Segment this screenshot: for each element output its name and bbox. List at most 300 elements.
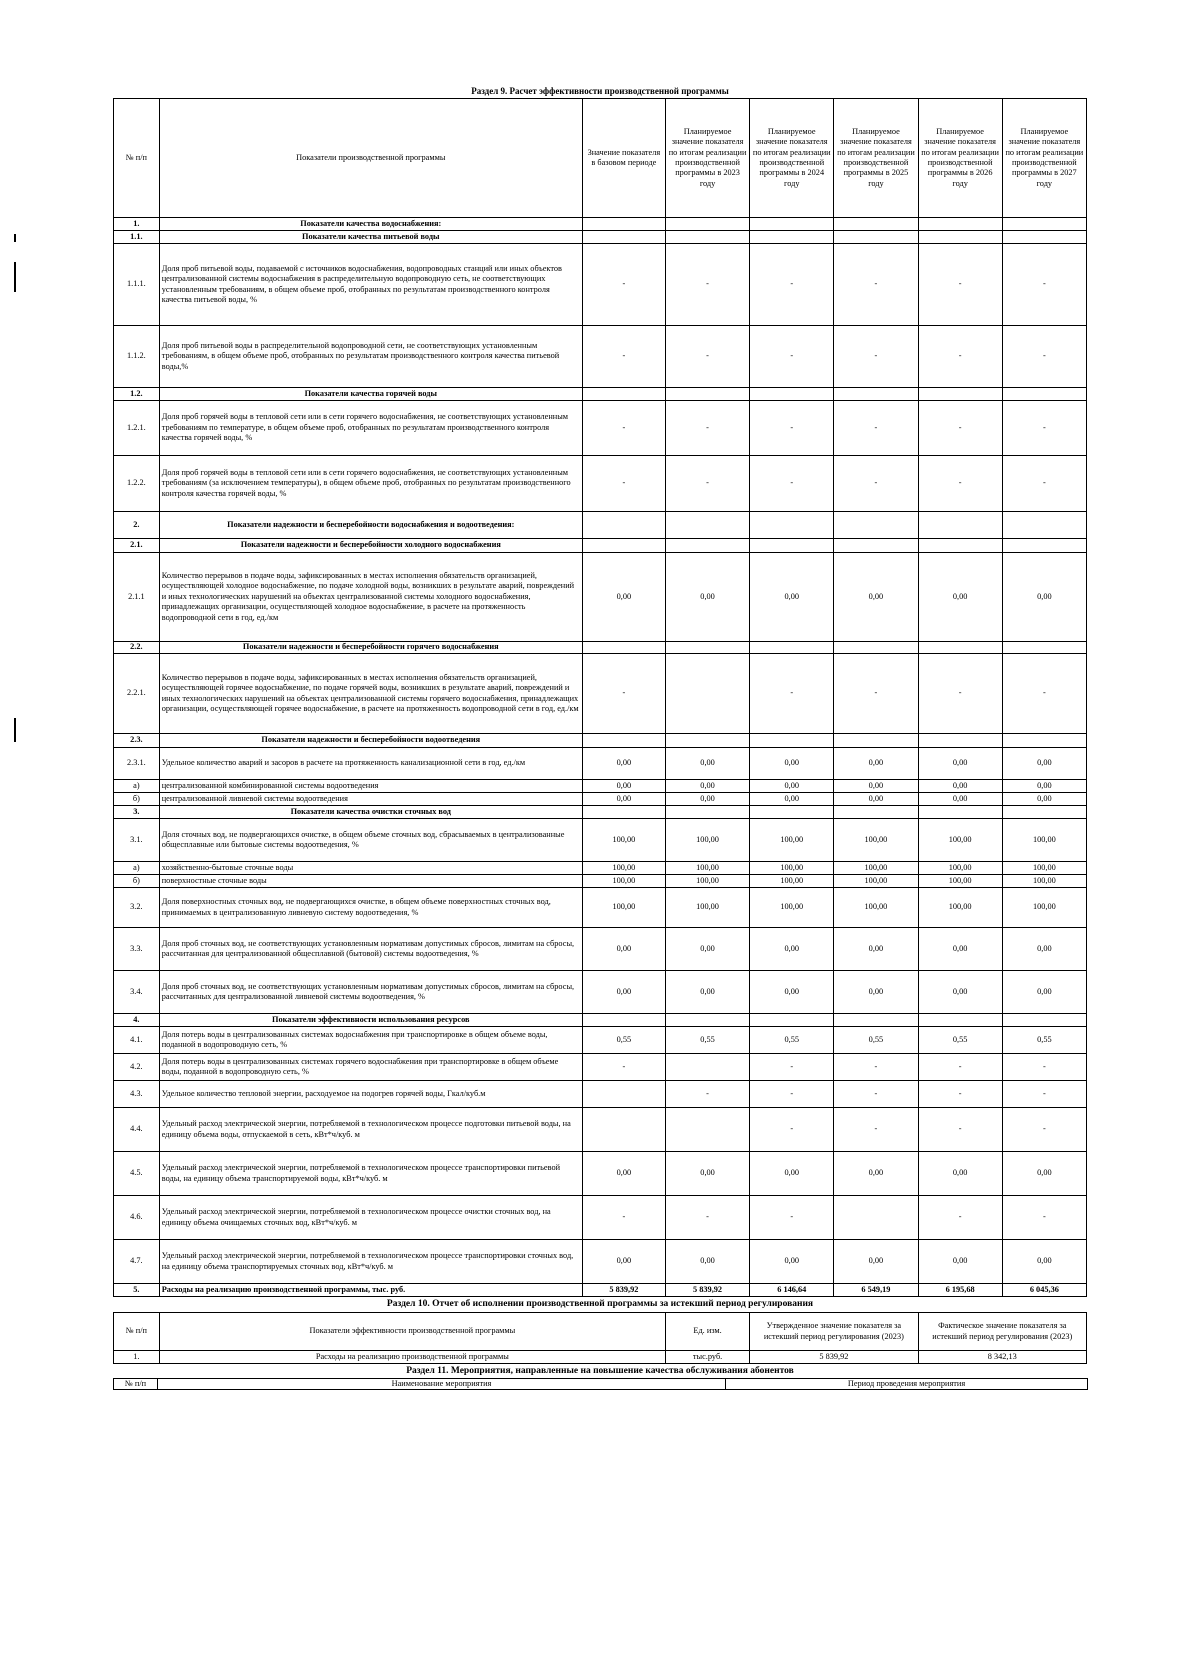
section10-title: Раздел 10. Отчет об исполнении производственной программы за истекший период регулирования bbox=[386, 1299, 814, 1309]
value-cell: - bbox=[1002, 244, 1086, 326]
row-number: 4.4. bbox=[114, 1108, 160, 1152]
value-cell: 0,00 bbox=[750, 1152, 834, 1196]
row-number: 3.2. bbox=[114, 888, 160, 928]
value-cell: - bbox=[1002, 1081, 1086, 1108]
value-cell: - bbox=[582, 244, 665, 326]
table-row bbox=[114, 1081, 1087, 1108]
value-cell: 100,00 bbox=[834, 819, 918, 862]
table-row bbox=[114, 326, 1087, 388]
row-number: а) bbox=[114, 862, 160, 875]
value-cell bbox=[1002, 734, 1086, 748]
table-row bbox=[114, 806, 1087, 819]
value-cell: 0,00 bbox=[918, 793, 1002, 806]
value-cell: 6 195,68 bbox=[918, 1284, 1002, 1297]
value-cell: 0,00 bbox=[1002, 928, 1086, 971]
row-number: 5. bbox=[114, 1284, 160, 1297]
header-2025: Планируемое значение показателя по итогам реализации производственной программы в 2025 году bbox=[834, 99, 918, 218]
value-cell bbox=[918, 806, 1002, 819]
value-cell: 0,00 bbox=[582, 971, 665, 1014]
value-cell: - bbox=[1002, 1108, 1086, 1152]
row-number: 2.3. bbox=[114, 734, 160, 748]
value-cell: 0,00 bbox=[750, 928, 834, 971]
s10-row-number: 1. bbox=[114, 1351, 160, 1364]
value-cell: 100,00 bbox=[918, 819, 1002, 862]
table-row bbox=[114, 1027, 1087, 1054]
row-number: 4.6. bbox=[114, 1196, 160, 1240]
value-cell: 0,00 bbox=[582, 1152, 665, 1196]
value-cell: 100,00 bbox=[1002, 862, 1086, 875]
value-cell bbox=[582, 218, 665, 231]
value-cell bbox=[918, 512, 1002, 539]
row-number: 3.1. bbox=[114, 819, 160, 862]
value-cell: 100,00 bbox=[750, 819, 834, 862]
value-cell: - bbox=[834, 1081, 918, 1108]
value-cell: 0,00 bbox=[834, 780, 918, 793]
value-cell: - bbox=[750, 1054, 834, 1081]
table-row bbox=[114, 512, 1087, 539]
section10-table bbox=[113, 1312, 1087, 1364]
row-number: а) bbox=[114, 780, 160, 793]
row-number: 2.2.1. bbox=[114, 654, 160, 734]
value-cell: 0,00 bbox=[834, 553, 918, 642]
value-cell: 0,00 bbox=[665, 971, 749, 1014]
value-cell bbox=[834, 734, 918, 748]
value-cell: - bbox=[918, 456, 1002, 512]
value-cell: - bbox=[665, 1081, 749, 1108]
indicator-name: Доля проб сточных вод, не соответствующих установленным нормативам допустимых сбросов, лимитам на сбросы, рассчитанная для централизованной общесплавной (бытовой) системы водоотведения, % bbox=[159, 928, 582, 971]
header-base: Значение показателя в базовом периоде bbox=[582, 99, 665, 218]
value-cell bbox=[665, 231, 749, 244]
section-heading: Показатели надежности и бесперебойности горячего водоснабжения bbox=[159, 642, 582, 654]
indicator-name: Доля проб горячей воды в тепловой сети или в сети горячего водоснабжения, не соответствующих установленным требованиям по температуре, в общем объеме проб, отобранных по результатам производственного контроля качества горячей воды, % bbox=[159, 401, 582, 456]
indicator-name: Количество перерывов в подаче воды, зафиксированных в местах исполнения обязательств организацией, осуществляющей холодное водоснабжение, по подаче холодной воды, возникших в результате аварий, повреждений и иных технологических нарушений на объектах централизованной системы холодного водоснабжения, принадлежащих организации, осуществляющей холодное водоснабжение, в расчете на протяженность водопроводной сети в год, ед./км bbox=[159, 553, 582, 642]
table-row bbox=[114, 456, 1087, 512]
s10-row-unit: тыс.руб. bbox=[665, 1351, 749, 1364]
value-cell bbox=[582, 1081, 665, 1108]
row-number: 4.5. bbox=[114, 1152, 160, 1196]
value-cell: 0,00 bbox=[582, 553, 665, 642]
indicator-name: Удельное количество аварий и засоров в расчете на протяженность канализационной сети в год, ед./км bbox=[159, 748, 582, 780]
value-cell: 0,00 bbox=[1002, 793, 1086, 806]
value-cell bbox=[750, 806, 834, 819]
value-cell bbox=[582, 806, 665, 819]
value-cell: 0,00 bbox=[1002, 748, 1086, 780]
row-number: 4.2. bbox=[114, 1054, 160, 1081]
value-cell bbox=[582, 1108, 665, 1152]
value-cell: - bbox=[1002, 456, 1086, 512]
indicator-name: Удельный расход электрической энергии, потребляемой в технологическом процессе подготовки питьевой воды, на единицу объема воды, отпускаемой в сеть, кВт*ч/куб. м bbox=[159, 1108, 582, 1152]
value-cell: 0,00 bbox=[750, 748, 834, 780]
value-cell: 100,00 bbox=[1002, 888, 1086, 928]
table-row bbox=[114, 928, 1087, 971]
value-cell: - bbox=[582, 326, 665, 388]
header-2023: Планируемое значение показателя по итогам реализации производственной программы в 2023 году bbox=[665, 99, 749, 218]
value-cell: 0,00 bbox=[582, 928, 665, 971]
table-row bbox=[114, 862, 1087, 875]
section-heading: Показатели качества очистки сточных вод bbox=[159, 806, 582, 819]
s10-row-approved: 5 839,92 bbox=[750, 1351, 918, 1364]
s10-header-number: № п/п bbox=[114, 1313, 160, 1351]
value-cell: 100,00 bbox=[834, 862, 918, 875]
section-heading: Показатели эффективности использования ресурсов bbox=[159, 1014, 582, 1027]
header-2027: Планируемое значение показателя по итогам реализации производственной программы в 2027 году bbox=[1002, 99, 1086, 218]
section9-table bbox=[113, 98, 1087, 1297]
s11-header-number: № п/п bbox=[114, 1379, 158, 1390]
table-row bbox=[114, 539, 1087, 553]
value-cell: - bbox=[1002, 1196, 1086, 1240]
value-cell: - bbox=[582, 654, 665, 734]
value-cell: 0,55 bbox=[750, 1027, 834, 1054]
value-cell: - bbox=[834, 244, 918, 326]
scan-mark-2 bbox=[14, 262, 16, 292]
value-cell: 100,00 bbox=[1002, 819, 1086, 862]
table-row bbox=[114, 1014, 1087, 1027]
value-cell: 0,00 bbox=[750, 971, 834, 1014]
value-cell: - bbox=[918, 654, 1002, 734]
value-cell bbox=[582, 388, 665, 401]
table-row bbox=[114, 231, 1087, 244]
value-cell bbox=[1002, 1014, 1086, 1027]
indicator-name: Удельный расход электрической энергии, потребляемой в технологическом процессе транспортировки сточных вод, на единицу объема транспортируемых сточных вод, кВт*ч/куб. м bbox=[159, 1240, 582, 1284]
table-row bbox=[114, 642, 1087, 654]
value-cell: 0,55 bbox=[918, 1027, 1002, 1054]
value-cell bbox=[918, 642, 1002, 654]
header-number: № п/п bbox=[114, 99, 160, 218]
value-cell bbox=[1002, 231, 1086, 244]
value-cell: - bbox=[834, 401, 918, 456]
value-cell bbox=[750, 231, 834, 244]
value-cell: - bbox=[750, 1108, 834, 1152]
table-row bbox=[114, 1196, 1087, 1240]
value-cell: 100,00 bbox=[918, 862, 1002, 875]
table-row bbox=[114, 875, 1087, 888]
value-cell bbox=[834, 806, 918, 819]
value-cell: - bbox=[665, 456, 749, 512]
value-cell: - bbox=[1002, 1054, 1086, 1081]
value-cell: 5 839,92 bbox=[582, 1284, 665, 1297]
value-cell: 0,00 bbox=[665, 793, 749, 806]
s11-header-period: Период проведения мероприятия bbox=[726, 1379, 1088, 1390]
section9-body bbox=[114, 218, 1087, 1297]
scan-mark-1 bbox=[14, 234, 16, 242]
value-cell bbox=[834, 231, 918, 244]
value-cell: 100,00 bbox=[834, 875, 918, 888]
row-number: 4. bbox=[114, 1014, 160, 1027]
value-cell: - bbox=[750, 654, 834, 734]
value-cell bbox=[665, 642, 749, 654]
value-cell: 0,00 bbox=[750, 793, 834, 806]
value-cell: - bbox=[582, 1196, 665, 1240]
value-cell: 0,00 bbox=[1002, 553, 1086, 642]
row-number: 3.4. bbox=[114, 971, 160, 1014]
value-cell bbox=[918, 734, 1002, 748]
value-cell: 0,00 bbox=[1002, 1152, 1086, 1196]
value-cell: 0,00 bbox=[918, 1240, 1002, 1284]
value-cell: - bbox=[918, 244, 1002, 326]
s10-header-actual: Фактическое значение показателя за истекший период регулирования (2023) bbox=[918, 1313, 1086, 1351]
value-cell: 0,00 bbox=[834, 928, 918, 971]
header-indicator: Показатели производственной программы bbox=[159, 99, 582, 218]
table-row bbox=[114, 244, 1087, 326]
indicator-name: централизованной ливневой системы водоотведения bbox=[159, 793, 582, 806]
value-cell: 0,55 bbox=[665, 1027, 749, 1054]
value-cell: 100,00 bbox=[665, 875, 749, 888]
value-cell bbox=[665, 512, 749, 539]
value-cell bbox=[665, 806, 749, 819]
value-cell bbox=[750, 642, 834, 654]
header-2026: Планируемое значение показателя по итогам реализации производственной программы в 2026 году bbox=[918, 99, 1002, 218]
row-number: 3. bbox=[114, 806, 160, 819]
row-number: 2.1. bbox=[114, 539, 160, 553]
section11-header-row bbox=[114, 1379, 1088, 1390]
value-cell: 0,00 bbox=[750, 1240, 834, 1284]
table-row bbox=[114, 1240, 1087, 1284]
value-cell bbox=[1002, 806, 1086, 819]
value-cell: - bbox=[750, 1081, 834, 1108]
value-cell: 0,00 bbox=[834, 748, 918, 780]
value-cell bbox=[582, 734, 665, 748]
value-cell bbox=[834, 642, 918, 654]
value-cell: - bbox=[1002, 654, 1086, 734]
s10-row-indicator: Расходы на реализацию производственной программы bbox=[159, 1351, 665, 1364]
table-row bbox=[114, 971, 1087, 1014]
table-row bbox=[114, 1284, 1087, 1297]
row-number: 3.3. bbox=[114, 928, 160, 971]
indicator-name: Доля поверхностных сточных вод, не подвергающихся очистке, в общем объеме поверхностных сточных вод, принимаемых в централизованную ливневую систему водоотведения, % bbox=[159, 888, 582, 928]
value-cell bbox=[1002, 642, 1086, 654]
value-cell: 0,00 bbox=[918, 748, 1002, 780]
value-cell: 100,00 bbox=[582, 862, 665, 875]
value-cell: - bbox=[750, 401, 834, 456]
value-cell: 0,00 bbox=[834, 1240, 918, 1284]
value-cell bbox=[918, 231, 1002, 244]
value-cell bbox=[918, 1014, 1002, 1027]
value-cell: - bbox=[665, 401, 749, 456]
value-cell: 100,00 bbox=[834, 888, 918, 928]
value-cell: 5 839,92 bbox=[665, 1284, 749, 1297]
indicator-name: Доля сточных вод, не подвергающихся очистке, в общем объеме сточных вод, сбрасываемых в централизованные общесплавные или бытовые системы водоотведения, % bbox=[159, 819, 582, 862]
value-cell bbox=[750, 218, 834, 231]
section11-title: Раздел 11. Мероприятия, направленные на повышение качества обслуживания абонентов bbox=[406, 1366, 794, 1376]
value-cell: - bbox=[834, 1108, 918, 1152]
indicator-name: Расходы на реализацию производственной программы, тыс. руб. bbox=[159, 1284, 582, 1297]
value-cell: 0,00 bbox=[665, 928, 749, 971]
s11-header-name: Наименование мероприятия bbox=[158, 1379, 726, 1390]
value-cell bbox=[582, 539, 665, 553]
row-number: 1. bbox=[114, 218, 160, 231]
value-cell bbox=[1002, 218, 1086, 231]
value-cell bbox=[665, 388, 749, 401]
value-cell: 0,00 bbox=[582, 748, 665, 780]
value-cell bbox=[750, 512, 834, 539]
value-cell: - bbox=[665, 1196, 749, 1240]
table-row bbox=[114, 1351, 1087, 1364]
value-cell: - bbox=[918, 1108, 1002, 1152]
table-row bbox=[114, 793, 1087, 806]
value-cell: - bbox=[750, 1196, 834, 1240]
s10-header-approved: Утвержденное значение показателя за истекший период регулирования (2023) bbox=[750, 1313, 918, 1351]
row-number: 4.3. bbox=[114, 1081, 160, 1108]
section9-header-row bbox=[114, 99, 1087, 218]
row-number: 1.2.1. bbox=[114, 401, 160, 456]
row-number: 1.2.2. bbox=[114, 456, 160, 512]
value-cell bbox=[582, 642, 665, 654]
value-cell: 0,00 bbox=[1002, 1240, 1086, 1284]
value-cell: 0,00 bbox=[834, 971, 918, 1014]
value-cell: 0,00 bbox=[582, 780, 665, 793]
value-cell: - bbox=[834, 1054, 918, 1081]
row-number: 4.1. bbox=[114, 1027, 160, 1054]
value-cell bbox=[665, 1054, 749, 1081]
value-cell: 100,00 bbox=[918, 875, 1002, 888]
value-cell: 0,00 bbox=[918, 928, 1002, 971]
value-cell bbox=[834, 1014, 918, 1027]
indicator-name: Удельный расход электрической энергии, потребляемой в технологическом процессе транспортировки питьевой воды, на единицу объема транспортируемой воды, кВт*ч/куб. м bbox=[159, 1152, 582, 1196]
table-row bbox=[114, 401, 1087, 456]
value-cell: 0,00 bbox=[582, 793, 665, 806]
value-cell: - bbox=[582, 401, 665, 456]
value-cell: 0,00 bbox=[665, 1240, 749, 1284]
row-number: б) bbox=[114, 793, 160, 806]
value-cell: 100,00 bbox=[665, 819, 749, 862]
indicator-name: Доля проб питьевой воды в распределительной водопроводной сети, не соответствующих установленным требованиям, в общем объеме проб, отобранных по результатам производственного контроля качества питьевой воды,% bbox=[159, 326, 582, 388]
indicator-name: Доля проб горячей воды в тепловой сети или в сети горячего водоснабжения, не соответствующих установленным требованиям (за исключением температуры), в общем объеме проб, отобранных по результатам производственного контроля качества горячей воды, % bbox=[159, 456, 582, 512]
indicator-name: хозяйственно-бытовые сточные воды bbox=[159, 862, 582, 875]
value-cell bbox=[665, 1014, 749, 1027]
row-number: 1.2. bbox=[114, 388, 160, 401]
value-cell bbox=[665, 1108, 749, 1152]
value-cell bbox=[1002, 512, 1086, 539]
value-cell: 100,00 bbox=[750, 888, 834, 928]
row-number: 2.3.1. bbox=[114, 748, 160, 780]
header-2024: Планируемое значение показателя по итогам реализации производственной программы в 2024 году bbox=[750, 99, 834, 218]
value-cell: 0,00 bbox=[1002, 780, 1086, 793]
value-cell: 0,00 bbox=[665, 553, 749, 642]
value-cell: 0,55 bbox=[834, 1027, 918, 1054]
value-cell bbox=[1002, 539, 1086, 553]
value-cell: 0,00 bbox=[1002, 971, 1086, 1014]
table-row bbox=[114, 553, 1087, 642]
value-cell: 100,00 bbox=[582, 819, 665, 862]
section-heading: Показатели надежности и бесперебойности водоснабжения и водоотведения: bbox=[159, 512, 582, 539]
indicator-name: Доля проб питьевой воды, подаваемой с источников водоснабжения, водопроводных станций или иных объектов централизованной системы водоснабжения в распределительную водопроводную сеть, не соответствующих установленным требованиям, в общем объеме проб, отобранных по результатам производственного контроля качества питьевой воды, % bbox=[159, 244, 582, 326]
value-cell: - bbox=[918, 1081, 1002, 1108]
table-row bbox=[114, 1152, 1087, 1196]
value-cell: 6 549,19 bbox=[834, 1284, 918, 1297]
value-cell: 100,00 bbox=[1002, 875, 1086, 888]
value-cell: - bbox=[918, 1054, 1002, 1081]
value-cell: 0,00 bbox=[750, 780, 834, 793]
value-cell bbox=[582, 231, 665, 244]
table-row bbox=[114, 780, 1087, 793]
indicator-name: Удельное количество тепловой энергии, расходуемое на подогрев горячей воды, Гкал/куб.м bbox=[159, 1081, 582, 1108]
value-cell: - bbox=[918, 326, 1002, 388]
value-cell: 0,00 bbox=[918, 553, 1002, 642]
row-number: б) bbox=[114, 875, 160, 888]
value-cell: - bbox=[665, 244, 749, 326]
value-cell bbox=[665, 218, 749, 231]
indicator-name: Удельный расход электрической энергии, потребляемой в технологическом процессе очистки сточных вод, на единицу объема очищаемых сточных вод, кВт*ч/куб. м bbox=[159, 1196, 582, 1240]
table-row bbox=[114, 1108, 1087, 1152]
value-cell: - bbox=[750, 326, 834, 388]
value-cell bbox=[582, 512, 665, 539]
value-cell bbox=[582, 1014, 665, 1027]
indicator-name: Количество перерывов в подаче воды, зафиксированных в местах исполнения обязательств организацией, осуществляющей горячее водоснабжение, по подаче горячей воды, возникших в результате аварий, повреждений и иных технологических нарушений на объектах централизованной системы горячего водоснабжения, принадлежащих организации, осуществляющей горячее водоснабжение, в расчете на протяженность водопроводной сети в год, ед./км bbox=[159, 654, 582, 734]
section-heading: Показатели качества горячей воды bbox=[159, 388, 582, 401]
row-number: 2.1.1 bbox=[114, 553, 160, 642]
value-cell: - bbox=[834, 456, 918, 512]
section-heading: Показатели качества питьевой воды bbox=[159, 231, 582, 244]
value-cell: 100,00 bbox=[665, 888, 749, 928]
value-cell: 0,00 bbox=[665, 748, 749, 780]
value-cell bbox=[750, 734, 834, 748]
row-number: 4.7. bbox=[114, 1240, 160, 1284]
value-cell: 100,00 bbox=[750, 862, 834, 875]
value-cell bbox=[834, 512, 918, 539]
s10-header-unit: Ед. изм. bbox=[665, 1313, 749, 1351]
value-cell bbox=[1002, 388, 1086, 401]
section-heading: Показатели качества водоснабжения: bbox=[159, 218, 582, 231]
row-number: 2.2. bbox=[114, 642, 160, 654]
indicator-name: централизованной комбинированной системы водоотведения bbox=[159, 780, 582, 793]
value-cell: - bbox=[918, 401, 1002, 456]
value-cell bbox=[918, 539, 1002, 553]
value-cell: 6 045,36 bbox=[1002, 1284, 1086, 1297]
value-cell: 100,00 bbox=[750, 875, 834, 888]
value-cell: 100,00 bbox=[665, 862, 749, 875]
table-row bbox=[114, 888, 1087, 928]
value-cell: - bbox=[918, 1196, 1002, 1240]
value-cell bbox=[918, 388, 1002, 401]
s10-row-actual: 8 342,13 bbox=[918, 1351, 1086, 1364]
value-cell: 0,00 bbox=[834, 1152, 918, 1196]
value-cell: - bbox=[582, 1054, 665, 1081]
value-cell: 0,00 bbox=[918, 780, 1002, 793]
value-cell bbox=[750, 1014, 834, 1027]
indicator-name: поверхностные сточные воды bbox=[159, 875, 582, 888]
value-cell bbox=[750, 388, 834, 401]
indicator-name: Доля потерь воды в централизованных системах горячего водоснабжения при транспортировке в общем объеме воды, поданной в водопроводную сеть, % bbox=[159, 1054, 582, 1081]
row-number: 1.1.1. bbox=[114, 244, 160, 326]
value-cell: - bbox=[1002, 326, 1086, 388]
section11-table bbox=[113, 1378, 1088, 1390]
value-cell: 0,00 bbox=[582, 1240, 665, 1284]
value-cell bbox=[665, 654, 749, 734]
table-row bbox=[114, 819, 1087, 862]
table-row bbox=[114, 1054, 1087, 1081]
row-number: 1.1.2. bbox=[114, 326, 160, 388]
value-cell: 0,55 bbox=[1002, 1027, 1086, 1054]
table-row bbox=[114, 218, 1087, 231]
value-cell: - bbox=[1002, 401, 1086, 456]
section9-title: Раздел 9. Расчет эффективности производственной программы bbox=[471, 86, 729, 96]
value-cell: 0,55 bbox=[582, 1027, 665, 1054]
row-number: 1.1. bbox=[114, 231, 160, 244]
value-cell: 0,00 bbox=[665, 780, 749, 793]
table-row bbox=[114, 654, 1087, 734]
value-cell bbox=[834, 388, 918, 401]
row-number: 2. bbox=[114, 512, 160, 539]
value-cell: - bbox=[750, 244, 834, 326]
value-cell bbox=[665, 734, 749, 748]
value-cell: - bbox=[750, 456, 834, 512]
value-cell: 0,00 bbox=[918, 1152, 1002, 1196]
indicator-name: Доля проб сточных вод, не соответствующих установленным нормативам допустимых сбросов, лимитам на сбросы, рассчитанных для централизованной ливневой системы водоотведения, % bbox=[159, 971, 582, 1014]
value-cell bbox=[665, 539, 749, 553]
value-cell bbox=[834, 218, 918, 231]
value-cell: 0,00 bbox=[665, 1152, 749, 1196]
value-cell: 100,00 bbox=[582, 875, 665, 888]
